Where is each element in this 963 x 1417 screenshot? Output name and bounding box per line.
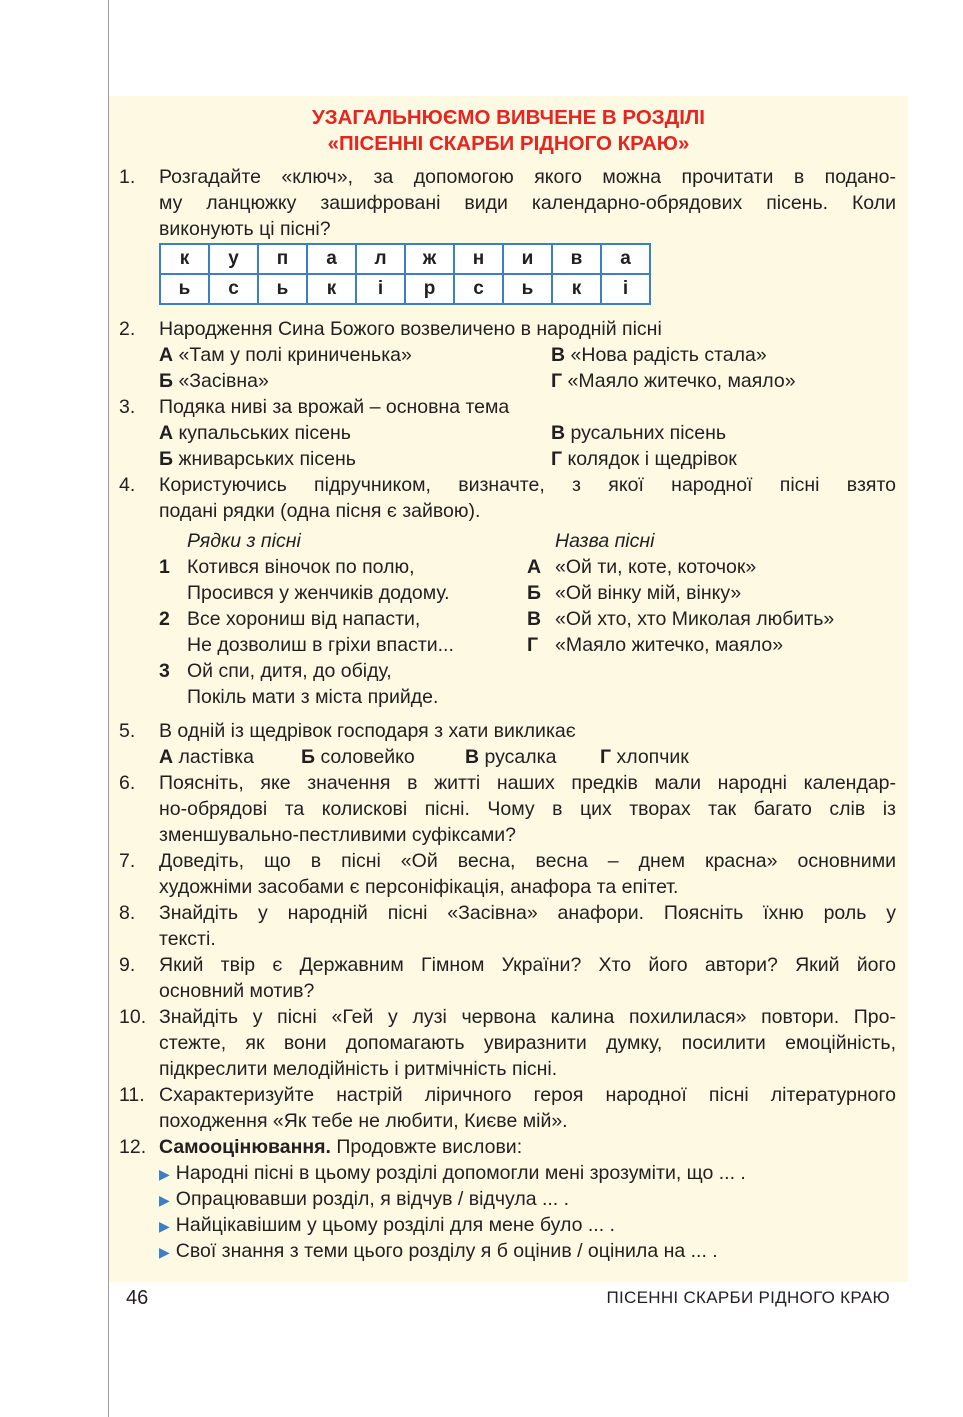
cipher-cell: в	[552, 244, 601, 274]
song-g-title: «Маяло житечко, маяло»	[555, 634, 784, 656]
question-9-line2: основний мотив?	[159, 980, 315, 1002]
cipher-cell: л	[356, 244, 405, 274]
lines-item-2-number: 2	[159, 608, 170, 630]
question-2-text: Народження Сина Божого возвеличено в народній пісні	[159, 318, 662, 340]
cipher-cell: р	[405, 274, 454, 304]
question-5-option-v: В русалка	[465, 746, 557, 768]
question-9-line1: Який твір є Державним Гімном України? Хто його автори? Який його	[159, 954, 896, 976]
question-3-option-a: А купальських пісень	[159, 422, 351, 444]
question-2-option-v: В «Нова радість стала»	[551, 344, 767, 366]
question-6-line2: но-обрядові та колискові пісні. Чому в цих творах так багато слів із	[159, 798, 896, 820]
question-7-number: 7.	[119, 850, 136, 872]
cipher-cell: у	[209, 244, 258, 274]
question-3-option-b: Б жниварських пісень	[159, 448, 356, 470]
lines-item-3-number: 3	[159, 660, 170, 682]
question-1-line1: Розгадайте «ключ», за допомогою якого можна прочитати в подано-	[159, 166, 896, 188]
question-12-number: 12.	[119, 1136, 147, 1158]
question-10-number: 10.	[119, 1006, 147, 1028]
question-2-option-a: А «Там у полі криниченька»	[159, 344, 412, 366]
question-12-text: Самооцінювання. Продовжте вислови:	[159, 1136, 523, 1158]
question-10-line1: Знайдіть у пісні «Гей у лузі червона калина похилилася» повтори. Про-	[159, 1006, 896, 1028]
lines-item-2-line1: Все хорониш від напасти,	[187, 608, 421, 630]
question-7-line1: Доведіть, що в пісні «Ой весна, весна – днем красна» основними	[159, 850, 896, 872]
question-5-option-a: А ластівка	[159, 746, 254, 768]
cipher-cell: с	[209, 274, 258, 304]
question-3-text: Подяка ниві за врожай – основна тема	[159, 396, 510, 418]
question-6-line3: зменшувально-пестливими суфіксами?	[159, 824, 517, 846]
question-2-option-b: Б «Засівна»	[159, 370, 269, 392]
question-7-line2: художніми засобами є персоніфікація, анафора та епітет.	[159, 876, 679, 898]
lines-item-1-line2: Просився у женчиків додому.	[187, 582, 450, 604]
question-2-option-g: Г «Маяло житечко, маяло»	[551, 370, 796, 392]
question-5-option-b: Б соловейко	[301, 746, 415, 768]
songs-column-header: Назва пісні	[555, 530, 655, 552]
cipher-cell: ж	[405, 244, 454, 274]
question-1-number: 1.	[119, 166, 136, 188]
section-title-line2: «ПІСЕННІ СКАРБИ РІДНОГО КРАЮ»	[327, 132, 690, 155]
running-footer: ПІСЕННІ СКАРБИ РІДНОГО КРАЮ	[606, 1288, 890, 1307]
cipher-row-1	[160, 244, 650, 274]
question-6-number: 6.	[119, 772, 136, 794]
song-b-letter: Б	[527, 582, 542, 604]
question-11-number: 11.	[119, 1084, 145, 1106]
question-5-number: 5.	[119, 720, 136, 742]
question-3-option-g: Г колядок і щедрівок	[551, 448, 737, 470]
lines-column-header: Рядки з пісні	[187, 530, 301, 552]
cipher-cell: к	[160, 244, 209, 274]
cipher-cell: и	[503, 244, 552, 274]
question-10-line2: стежте, як вони допомагають увиразнити думку, посилити емоційність,	[159, 1032, 896, 1054]
question-2-number: 2.	[119, 318, 136, 340]
cipher-cell: ь	[503, 274, 552, 304]
question-1-line3: виконують ці пісні?	[159, 218, 331, 240]
cipher-cell: а	[307, 244, 356, 274]
triangle-bullet-icon: ▶	[159, 1192, 170, 1208]
lines-item-1-number: 1	[159, 556, 170, 578]
song-a-letter: А	[527, 556, 542, 578]
question-5-text: В одній із щедрівок господаря з хати викликає	[159, 720, 576, 742]
lines-item-1-line1: Котився віночок по полю,	[187, 556, 415, 578]
question-5-option-g: Г хлопчик	[600, 746, 689, 768]
cipher-cell: с	[454, 274, 503, 304]
section-title-line1: УЗАГАЛЬНЮЄМО ВИВЧЕНЕ В РОЗДІЛІ	[311, 106, 706, 129]
question-11-line2: походження «Як тебе не любити, Києве мій».	[159, 1110, 568, 1132]
cipher-table	[159, 243, 651, 305]
lines-item-3-line2: Покіль мати з міста прийде.	[187, 686, 439, 708]
lines-item-3-line1: Ой спи, дитя, до обіду,	[187, 660, 392, 682]
question-6-line1: Поясніть, яке значення в житті наших предків мали народні календар-	[159, 772, 896, 794]
cipher-cell: і	[356, 274, 405, 304]
cipher-cell: н	[454, 244, 503, 274]
cipher-cell: ь	[258, 274, 307, 304]
question-10-line3: підкреслити мелодійність і ритмічність пісні.	[159, 1058, 558, 1080]
question-9-number: 9.	[119, 954, 136, 976]
question-3-option-v: В русальних пісень	[551, 422, 727, 444]
song-v-title: «Ой хто, хто Миколая любить»	[555, 608, 835, 630]
triangle-bullet-icon: ▶	[159, 1244, 170, 1260]
self-assessment-item: ▶ Опрацювавши розділ, я відчув / відчула ... .	[159, 1188, 570, 1210]
song-g-letter: Г	[527, 634, 539, 656]
page-number: 46	[126, 1287, 149, 1309]
song-b-title: «Ой вінку мій, вінку»	[555, 582, 742, 604]
self-assessment-item: ▶ Свої знання з теми цього розділу я б оцінив / оцінила на ... .	[159, 1240, 718, 1262]
triangle-bullet-icon: ▶	[159, 1218, 170, 1234]
question-11-line1: Схарактеризуйте настрій ліричного героя народної пісні літературного	[159, 1084, 896, 1106]
question-8-line1: Знайдіть у народній пісні «Засівна» анафори. Поясніть їхню роль у	[159, 902, 896, 924]
song-v-letter: В	[527, 608, 542, 630]
triangle-bullet-icon: ▶	[159, 1166, 170, 1182]
question-8-number: 8.	[119, 902, 136, 924]
question-4-number: 4.	[119, 474, 136, 496]
question-8-line2: тексті.	[159, 928, 216, 950]
cipher-cell: п	[258, 244, 307, 274]
question-4-line1: Користуючись підручником, визначте, з якої народної пісні взято	[159, 474, 896, 496]
question-1-line2: му ланцюжку зашифровані види календарно-обрядових пісень. Коли	[159, 192, 896, 214]
question-3-number: 3.	[119, 396, 136, 418]
self-assessment-item: ▶ Найцікавішим у цьому розділі для мене було ... .	[159, 1214, 615, 1236]
cipher-cell: ь	[160, 274, 209, 304]
question-4-line2: подані рядки (одна пісня є зайвою).	[159, 500, 481, 522]
song-a-title: «Ой ти, коте, коточок»	[555, 556, 757, 578]
self-assessment-item: ▶ Народні пісні в цьому розділі допомогли мені зрозуміти, що ... .	[159, 1162, 746, 1184]
cipher-row-2	[160, 274, 650, 304]
cipher-cell: і	[601, 274, 650, 304]
lines-item-2-line2: Не дозволиш в гріхи впасти...	[187, 634, 454, 656]
cipher-cell: к	[307, 274, 356, 304]
cipher-cell: а	[601, 244, 650, 274]
cipher-cell: к	[552, 274, 601, 304]
